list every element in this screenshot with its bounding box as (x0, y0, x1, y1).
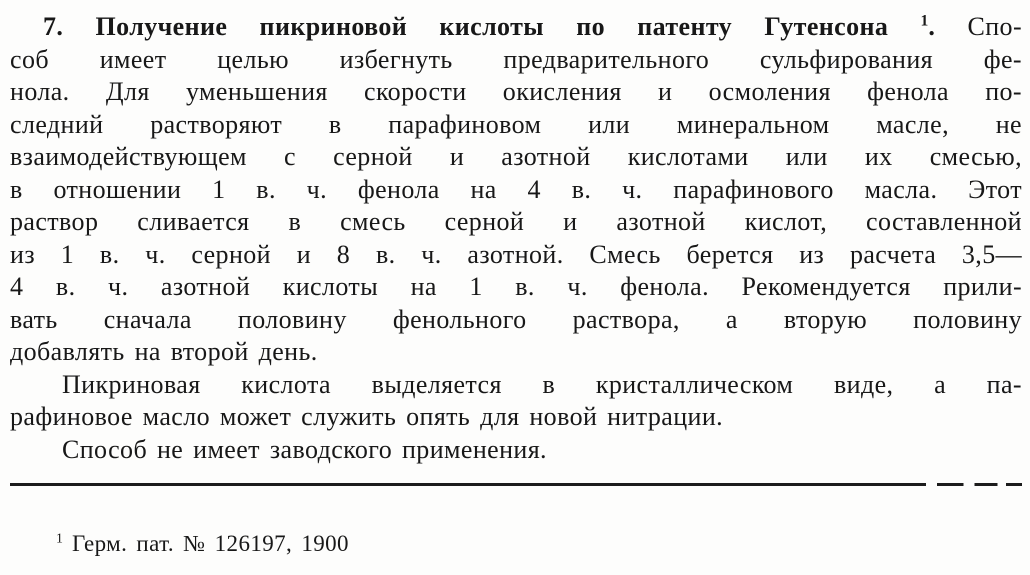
text-line (10, 271, 1022, 304)
text-line (10, 239, 1022, 272)
text-line (10, 304, 1022, 337)
text-segment: . (928, 12, 968, 41)
text-segment: Пикриновая кислота выделяется в кристаллическом виде, а па- (62, 369, 1022, 399)
text-segment: в отношении 1 в. ч. фенола на 4 в. ч. парафинового масла. Этот (10, 174, 1022, 204)
text-segment: раствор сливается в смесь серной и азотной кислот, составленной (10, 207, 1022, 236)
text-line (10, 206, 1022, 239)
text-segment: 7. Получение пикриновой кислоты по патенту Гутенсона (43, 12, 921, 41)
text-segment: Спо- (967, 12, 1022, 41)
text-segment: взаимодействующем с серной и азотной кислотами или их смесью, (10, 142, 1022, 171)
text-segment: соб имеет целью избегнуть предварительного сульфирования фе- (10, 44, 1022, 74)
text-segment: Герм. пат. № 126197, 1900 (62, 531, 349, 556)
text-segment: нола. Для уменьшения скорости окисления и осмоления фенола по- (10, 77, 1022, 106)
footnote (0, 530, 1030, 558)
text-line (10, 11, 1022, 44)
text-segment: вать сначала половину фенольного раствора, а вторую половину (10, 304, 1022, 334)
text-segment: 4 в. ч. азотной кислоты на 1 в. ч. фенола. Рекомендуется прили- (10, 272, 1022, 301)
text-line (10, 336, 1022, 369)
text-line (10, 141, 1022, 174)
text-line (10, 109, 1022, 142)
text-segment: 1 (56, 530, 63, 546)
footnote-divider-rule (10, 483, 1022, 486)
text-line (10, 44, 1022, 77)
text-line (10, 369, 1022, 402)
text-segment: Способ не имеет заводского применения. (62, 434, 547, 464)
text-line (10, 401, 1022, 434)
text-line (10, 434, 1022, 467)
text-segment: добавлять на второй день. (10, 337, 318, 366)
text-line (10, 174, 1022, 207)
text-segment: 1 (920, 12, 929, 30)
text-segment: из 1 в. ч. серной и 8 в. ч. азотной. Смесь берется из расчета 3,5— (10, 239, 1022, 269)
text-segment: следний растворяют в парафиновом или минеральном масле, не (10, 109, 1022, 139)
text-segment: рафиновое масло может служить опять для новой нитрации. (10, 402, 724, 431)
text-line (10, 76, 1022, 109)
